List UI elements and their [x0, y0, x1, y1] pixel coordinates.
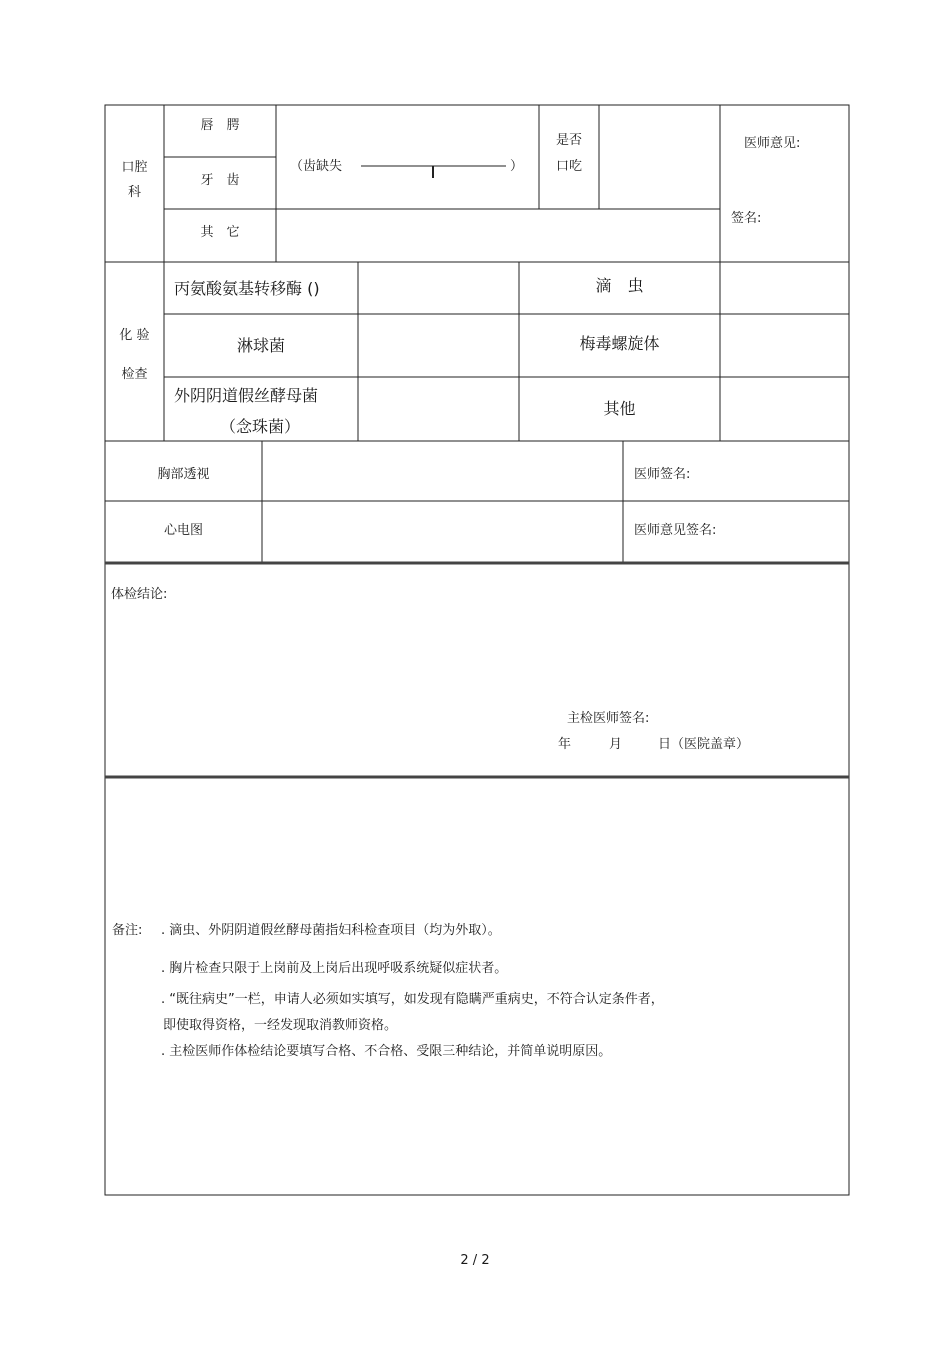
oral-signature: 签名:	[731, 211, 762, 226]
date-year: 年	[558, 737, 572, 752]
lips-palate-field[interactable]	[277, 106, 538, 156]
missing-teeth-close: ）	[510, 159, 524, 174]
gonococcus-label: 淋球菌	[236, 336, 285, 355]
chief-doctor-signature: 主检医师签名:	[567, 711, 650, 726]
syphilis-field[interactable]	[721, 315, 848, 376]
ecg-doctor-opinion-signature: 医师意见签名:	[634, 523, 717, 538]
note-1: . 滴虫、外阴阴道假丝酵母菌指妇科检查项目（均为外取）。	[161, 923, 501, 938]
stutter-label-line2: 口吃	[555, 159, 582, 174]
syphilis-label: 梅毒螺旋体	[579, 334, 660, 353]
missing-teeth-open: （齿缺失	[290, 159, 343, 174]
note-2: . 胸片检查只限于上岗前及上岗后出现呼吸系统疑似症状者。	[161, 961, 508, 976]
candida-label-line1: 外阴阴道假丝酵母菌	[174, 386, 319, 405]
oral-section-label-line1: 口腔	[121, 160, 148, 175]
lab-other-field[interactable]	[721, 378, 848, 440]
candida-label-line2: （念珠菌）	[220, 417, 301, 436]
note-3-line1: . “既往病史”一栏，申请人必须如实填写，如发现有隐瞒严重病史，不符合认定条件者，	[161, 992, 664, 1007]
oral-doctor-opinion: 医师意见:	[744, 136, 801, 151]
note-3-line2: 即使取得资格，一经发现取消教师资格。	[163, 1018, 398, 1033]
trichomonas-label: 滴 虫	[595, 276, 644, 295]
other-label: 其 它	[200, 225, 240, 240]
ecg-field[interactable]	[263, 502, 622, 561]
page-number: 2 / 2	[460, 1253, 490, 1268]
trichomonas-field[interactable]	[721, 263, 848, 313]
note-4: . 主检医师作体检结论要填写合格、不合格、受限三种结论，并简单说明原因。	[161, 1044, 612, 1059]
date-day-stamp: 日（医院盖章）	[658, 737, 750, 752]
teeth-label: 牙 齿	[200, 173, 240, 188]
conclusion-field[interactable]	[120, 610, 820, 700]
chest-xray-field[interactable]	[263, 442, 622, 500]
alt-label: 丙氨酸氨基转移酶 ()	[174, 279, 320, 298]
conclusion-label: 体检结论:	[111, 587, 168, 602]
ecg-label: 心电图	[163, 523, 203, 538]
stutter-field[interactable]	[600, 106, 719, 208]
alt-field[interactable]	[359, 263, 518, 313]
stutter-label-line1: 是否	[555, 133, 582, 148]
date-month: 月	[609, 737, 623, 752]
chest-doctor-signature: 医师签名:	[634, 467, 691, 482]
lab-other-label: 其他	[603, 399, 636, 418]
candida-field[interactable]	[359, 378, 518, 440]
other-field[interactable]	[277, 210, 719, 261]
gonococcus-field[interactable]	[359, 315, 518, 376]
lab-section-label-line1: 化 验	[119, 328, 150, 343]
lab-section-label-line2: 检查	[121, 367, 148, 382]
lips-palate-label: 唇 腭	[200, 118, 240, 133]
missing-teeth-diagram	[361, 166, 506, 178]
chest-xray-label: 胸部透视	[157, 467, 210, 482]
notes-label: 备注:	[112, 923, 143, 938]
oral-section-label-line2: 科	[127, 185, 141, 200]
